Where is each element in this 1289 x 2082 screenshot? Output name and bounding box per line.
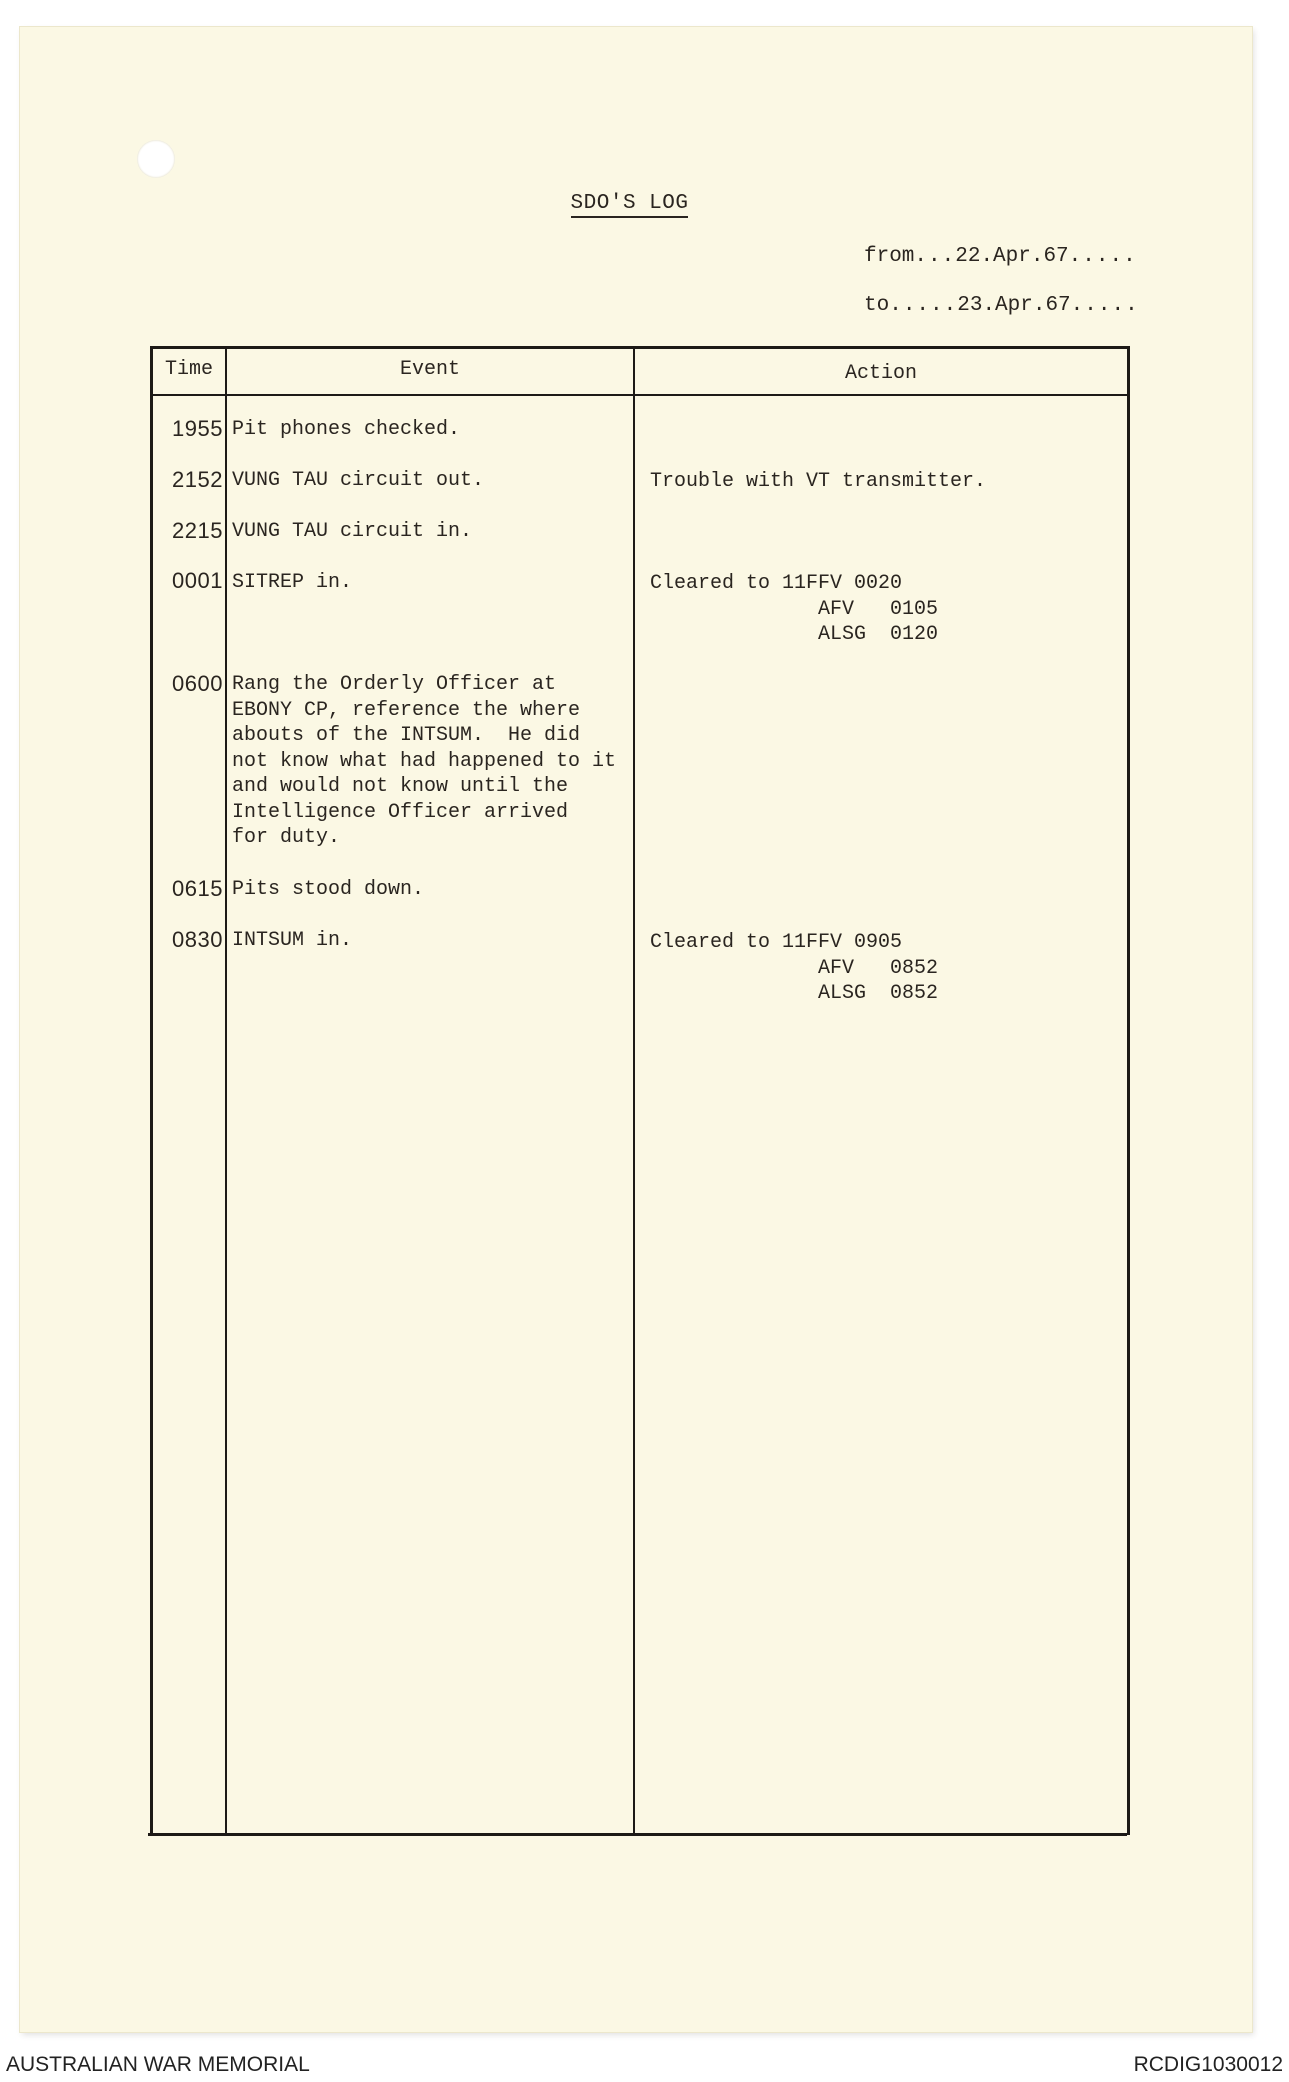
- header-time: Time: [164, 358, 213, 381]
- table-header-divider: [152, 394, 1130, 396]
- row-action: Cleared to 11FFV 0020 AFV 0105 ALSG 0120: [650, 572, 939, 646]
- row-time: 2152: [172, 467, 223, 492]
- row-time: 0600: [172, 671, 223, 696]
- paper-sheet: [20, 27, 1252, 2032]
- date-from-value: 22.Apr.67: [955, 245, 1069, 268]
- row-time: 2215: [172, 518, 223, 543]
- row-event: Pits stood down.: [232, 878, 425, 901]
- row-time: 0001: [172, 568, 223, 593]
- header-event: Event: [399, 358, 460, 381]
- date-from-line: from...22.Apr.67.....: [864, 245, 1137, 268]
- row-event: Pit phones checked.: [232, 418, 461, 441]
- punch-hole: [137, 140, 175, 178]
- date-to-value: 23.Apr.67: [957, 294, 1071, 317]
- table-border-bottom: [148, 1833, 1127, 1836]
- time-column-divider: [225, 346, 227, 1835]
- row-time: 0615: [172, 876, 223, 901]
- page-title: SDO'S LOG: [0, 192, 1289, 215]
- row-event: SITREP in.: [232, 571, 353, 594]
- table-border-right: [1127, 346, 1130, 1835]
- row-event: INTSUM in.: [232, 929, 353, 952]
- row-action: Cleared to 11FFV 0905 AFV 0852 ALSG 0852: [650, 931, 939, 1005]
- footer-record-id: RCDIG1030012: [1133, 2053, 1283, 2076]
- header-action: Action: [844, 362, 917, 385]
- footer-source: AUSTRALIAN WAR MEMORIAL: [6, 2053, 310, 2076]
- table-border-top: [152, 346, 1130, 349]
- date-to-line: to.....23.Apr.67.....: [864, 294, 1139, 317]
- row-event: VUNG TAU circuit out.: [232, 469, 485, 492]
- row-action: Trouble with VT transmitter.: [650, 470, 987, 493]
- date-to-label: to: [864, 294, 890, 317]
- event-column-divider: [633, 346, 635, 1835]
- row-event: Rang the Orderly Officer at EBONY CP, reference the where abouts of the INTSUM. He did not know what had happened to it and would not know until the Intelligence Officer arrived for duty.: [232, 673, 617, 849]
- table-border-left: [150, 346, 153, 1835]
- date-from-label: from: [864, 245, 915, 268]
- row-time: 1955: [172, 416, 223, 441]
- row-time: 0830: [172, 927, 223, 952]
- row-event: VUNG TAU circuit in.: [232, 520, 473, 543]
